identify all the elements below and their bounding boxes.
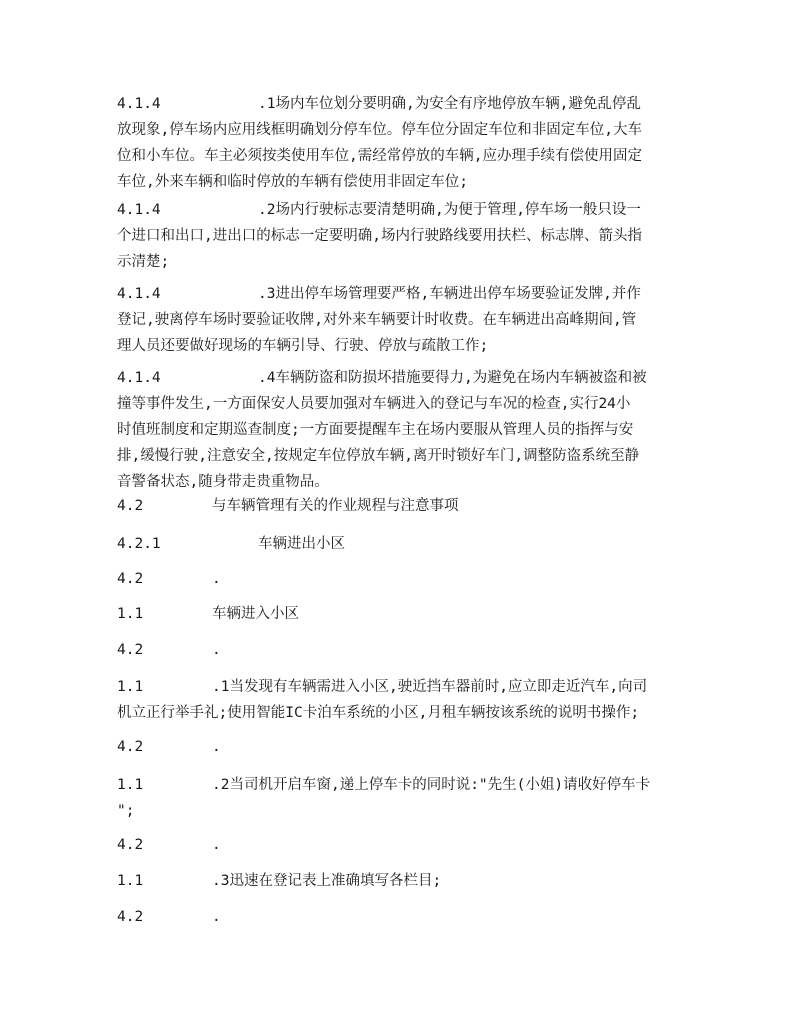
paragraph-text: .1当发现有车辆需进入小区,驶近挡车器前时,应立即走近汽车,向司 bbox=[212, 679, 648, 695]
paragraph-text: 位和小车位。车主必须按类使用车位,需经常停放的车辆,应办理手续有偿使用固定 bbox=[117, 148, 642, 164]
paragraph-text: "; bbox=[117, 803, 135, 819]
section-number: 1.1 bbox=[117, 679, 144, 695]
paragraph-text: 放现象,停车场内应用线框明确划分停车位。停车位分固定车位和非固定车位,大车 bbox=[117, 122, 642, 138]
section-number: 4.2 bbox=[117, 909, 144, 925]
section-number: 4.2 bbox=[117, 571, 144, 587]
section-number: 4.2 bbox=[117, 498, 144, 514]
section-heading: 与车辆管理有关的作业规程与注意事项 bbox=[212, 498, 459, 514]
section-heading: 车辆进入小区 bbox=[212, 606, 299, 622]
section-number: 4.1.4 bbox=[117, 370, 161, 386]
paragraph-text: .3迅速在登记表上准确填写各栏目; bbox=[212, 873, 442, 889]
paragraph-text: . bbox=[212, 642, 221, 658]
paragraph-text: 机立正行举手礼;使用智能IC卡泊车系统的小区,月租车辆按该系统的说明书操作; bbox=[117, 705, 640, 721]
section-number: 4.1.4 bbox=[117, 286, 161, 302]
section-number: 4.1.4 bbox=[117, 96, 161, 112]
paragraph-text: 时值班制度和定期巡查制度;一方面要提醒车主在场内要服从管理人员的指挥与安 bbox=[117, 422, 634, 438]
paragraph-text: .2当司机开启车窗,递上停车卡的同时说:"先生(小姐)请收好停车卡 bbox=[212, 777, 651, 793]
paragraph-text: 车位,外来车辆和临时停放的车辆有偿使用非固定车位; bbox=[117, 174, 468, 190]
paragraph-text: .3进出停车场管理要严格,车辆进出停车场要验证发牌,并作 bbox=[258, 286, 641, 302]
paragraph-text: .4车辆防盗和防损坏措施要得力,为避免在场内车辆被盗和被 bbox=[258, 370, 647, 386]
paragraph-text: 音警备状态,随身带走贵重物品。 bbox=[117, 474, 329, 490]
section-number: 1.1 bbox=[117, 873, 144, 889]
paragraph-text: 示清楚; bbox=[117, 254, 170, 270]
paragraph-text: . bbox=[212, 739, 221, 755]
section-heading: 车辆进出小区 bbox=[258, 536, 345, 552]
paragraph-text: 登记,驶离停车场时要验证收牌,对外来车辆要计时收费。在车辆进出高峰期间,管 bbox=[117, 312, 637, 328]
paragraph-text: 个进口和出口,进出口的标志一定要明确,场内行驶路线要用扶栏、标志牌、箭头指 bbox=[117, 228, 642, 244]
section-number: 1.1 bbox=[117, 777, 144, 793]
paragraph-text: 撞等事件发生,一方面保安人员要加强对车辆进入的登记与车况的检查,实行24小 bbox=[117, 396, 631, 412]
paragraph-text: . bbox=[212, 909, 221, 925]
section-number: 4.2 bbox=[117, 739, 144, 755]
section-number: 1.1 bbox=[117, 606, 144, 622]
paragraph-text: .2场内行驶标志要清楚明确,为便于管理,停车场一般只设一 bbox=[258, 202, 641, 218]
paragraph-text: 理人员还要做好现场的车辆引导、行驶、停放与疏散工作; bbox=[117, 338, 489, 354]
paragraph-text: . bbox=[212, 837, 221, 853]
paragraph-text: .1场内车位划分要明确,为安全有序地停放车辆,避免乱停乱 bbox=[258, 96, 641, 112]
section-number: 4.2 bbox=[117, 642, 144, 658]
section-number: 4.1.4 bbox=[117, 202, 161, 218]
paragraph-text: . bbox=[212, 571, 221, 587]
paragraph-text: 排,缓慢行驶,注意安全,按规定车位停放车辆,离开时锁好车门,调整防盗系统至静 bbox=[117, 448, 640, 464]
section-number: 4.2.1 bbox=[117, 536, 161, 552]
section-number: 4.2 bbox=[117, 837, 144, 853]
